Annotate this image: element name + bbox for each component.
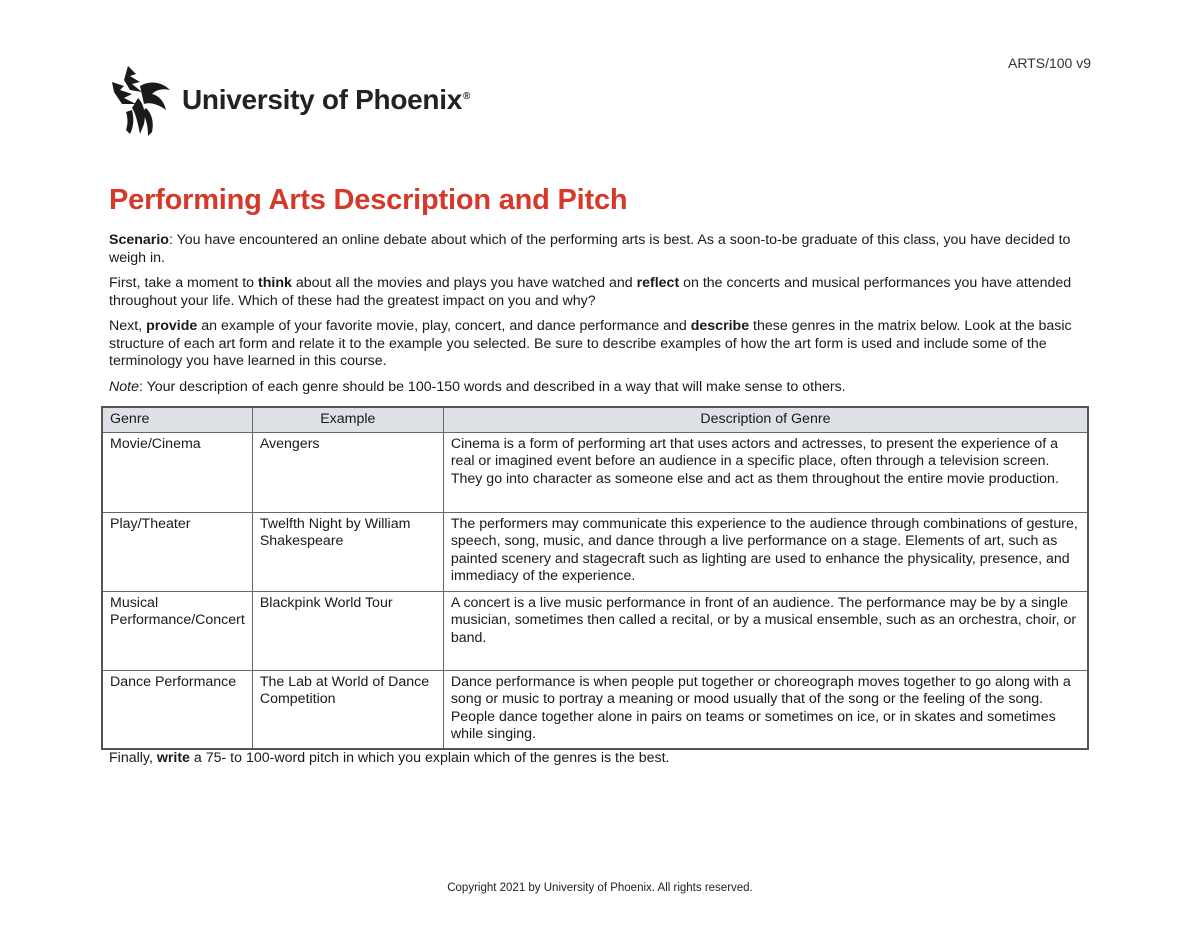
phoenix-bird-icon: [110, 64, 174, 136]
university-logo: [110, 64, 470, 136]
example-cell: The Lab at World of Dance Competition: [252, 670, 443, 749]
header-genre: Genre: [102, 407, 252, 432]
first-paragraph: First, take a moment to think about all the movies and plays you have watched and reflect on the concerts and musical performances you have attended throughout your life. Which of these had the greatest impact on you and why?: [109, 275, 1072, 309]
table-row: [102, 591, 1088, 670]
scenario-paragraph: Scenario: You have encountered an online debate about which of the performing arts is best. As a soon-to-be graduate of this class, you have decided to weigh in.: [109, 232, 1071, 266]
table-row: [102, 432, 1088, 512]
scenario-label: Scenario: [109, 232, 169, 248]
genre-matrix-table: [101, 406, 1089, 750]
genre-cell: Movie/Cinema: [102, 432, 252, 512]
example-cell: Blackpink World Tour: [252, 591, 443, 670]
table-header-row: [102, 407, 1088, 432]
genre-cell: Play/Theater: [102, 512, 252, 591]
final-paragraph: Finally, write a 75- to 100-word pitch in which you explain which of the genres is the best.: [109, 750, 670, 766]
note-label: Note: [109, 378, 139, 395]
document-code: ARTS/100 v9: [1007, 55, 1091, 71]
header-description: Description of Genre: [443, 407, 1088, 432]
description-cell: Dance performance is when people put together or choreograph moves together to go along with a song or music to portray a meaning or mood usually that of the song or the feeling of the song. People dance together alone in pairs on teams or sometimes on ice, or in skates and sometimes while singing.: [443, 670, 1088, 749]
header-example: Example: [252, 407, 443, 432]
genre-cell: Dance Performance: [102, 670, 252, 749]
document-body: [109, 232, 1089, 776]
description-cell: The performers may communicate this experience to the audience through combinations of gesture, speech, song, music, and dance through a live performance on a stage. Elements of art, such as painted scenery and stagecraft such as lighting are used to enhance the physicality, presence, and immediacy of the experience.: [443, 512, 1088, 591]
copyright-footer: Copyright 2021 by University of Phoenix. All rights reserved.: [447, 882, 753, 894]
table-row: [102, 512, 1088, 591]
table-row: [102, 670, 1088, 749]
logo-text: University of Phoenix®: [182, 84, 471, 115]
description-cell: Cinema is a form of performing art that uses actors and actresses, to present the experience of a real or imagined event before an audience in a specific place, often through a television screen. They go into character as someone else and act as them throughout the entire movie production.: [443, 432, 1088, 512]
example-cell: Avengers: [252, 432, 443, 512]
description-cell: A concert is a live music performance in front of an audience. The performance may be by a single musician, sometimes then called a recital, or by a musical ensemble, such as an orchestra, choir, or band.: [443, 591, 1088, 670]
genre-cell: Musical Performance/Concert: [102, 591, 252, 670]
next-paragraph: Next, provide an example of your favorite movie, play, concert, and dance performance and describe these genres in the matrix below. Look at the basic structure of each art form and relate it to the example you selected. Be sure to describe examples of how the art form is used and include some of the terminology you have learned in this course.: [109, 318, 1072, 369]
example-cell: Twelfth Night by William Shakespeare: [252, 512, 443, 591]
note-paragraph: Note: Your description of each genre should be 100-150 words and described in a way that will make sense to others.: [109, 378, 846, 395]
page-title: Performing Arts Description and Pitch: [109, 184, 628, 216]
